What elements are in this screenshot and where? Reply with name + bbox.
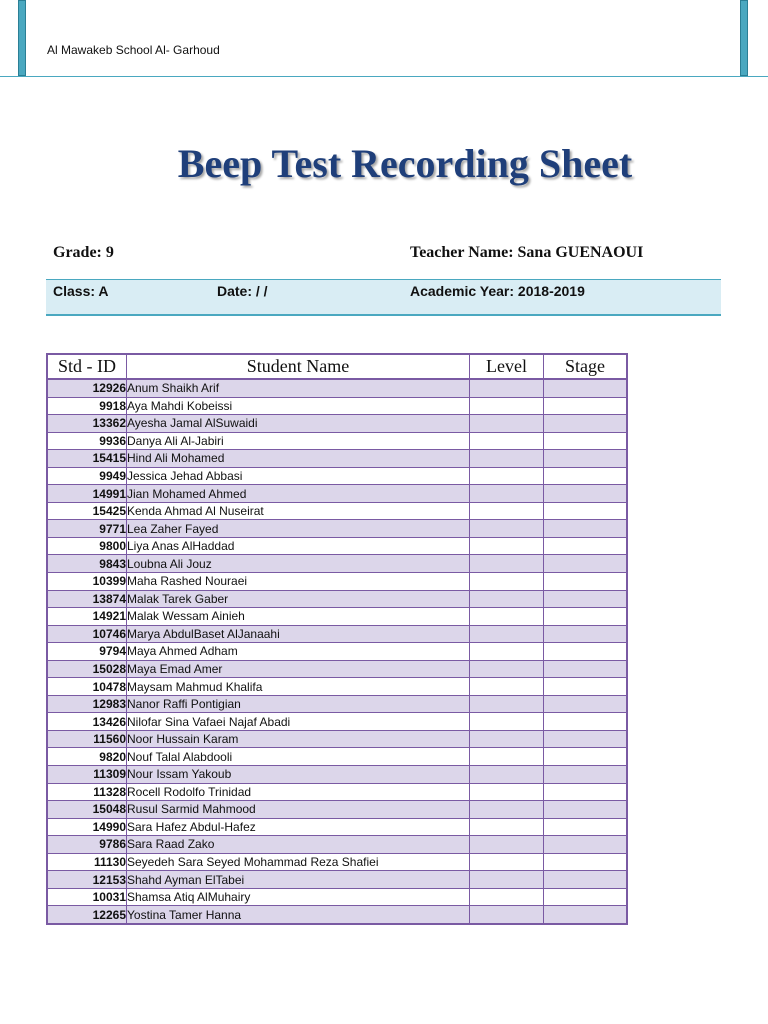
student-name-cell: Danya Ali Al-Jabiri: [127, 432, 470, 450]
table-row: [47, 485, 627, 503]
table-row: [47, 625, 627, 643]
student-name-cell: Loubna Ali Jouz: [127, 555, 470, 573]
stage-cell[interactable]: [544, 713, 628, 731]
level-cell[interactable]: [470, 660, 544, 678]
level-cell[interactable]: [470, 467, 544, 485]
table-row: [47, 537, 627, 555]
table-row: [47, 783, 627, 801]
student-name-cell: Anum Shaikh Arif: [127, 379, 470, 397]
level-cell[interactable]: [470, 766, 544, 784]
student-name-cell: Nour Issam Yakoub: [127, 766, 470, 784]
table-row: [47, 818, 627, 836]
table-row: [47, 397, 627, 415]
level-cell[interactable]: [470, 888, 544, 906]
stage-cell[interactable]: [544, 766, 628, 784]
student-id-cell: 9820: [47, 748, 127, 766]
level-cell[interactable]: [470, 748, 544, 766]
student-id-cell: 11130: [47, 853, 127, 871]
level-cell[interactable]: [470, 695, 544, 713]
table-row: [47, 379, 627, 397]
student-name-cell: Jian Mohamed Ahmed: [127, 485, 470, 503]
table-row: [47, 555, 627, 573]
student-name-cell: Malak Wessam Ainieh: [127, 608, 470, 626]
stage-cell[interactable]: [544, 608, 628, 626]
stage-cell[interactable]: [544, 415, 628, 433]
header-divider: [0, 76, 768, 77]
table-row: [47, 660, 627, 678]
student-name-cell: Ayesha Jamal AlSuwaidi: [127, 415, 470, 433]
stage-cell[interactable]: [544, 888, 628, 906]
stage-cell[interactable]: [544, 555, 628, 573]
stage-cell[interactable]: [544, 836, 628, 854]
student-id-cell: 15425: [47, 502, 127, 520]
table-row: [47, 590, 627, 608]
level-cell[interactable]: [470, 573, 544, 591]
school-name: Al Mawakeb School Al- Garhoud: [47, 43, 220, 57]
student-id-cell: 9949: [47, 467, 127, 485]
student-id-cell: 11560: [47, 730, 127, 748]
level-cell[interactable]: [470, 537, 544, 555]
header-std-id: Std - ID: [47, 354, 127, 379]
level-cell[interactable]: [470, 730, 544, 748]
stage-cell[interactable]: [544, 573, 628, 591]
stage-cell[interactable]: [544, 590, 628, 608]
student-id-cell: 9794: [47, 643, 127, 661]
level-cell[interactable]: [470, 397, 544, 415]
student-name-cell: Lea Zaher Fayed: [127, 520, 470, 538]
table-row: [47, 766, 627, 784]
stage-cell[interactable]: [544, 853, 628, 871]
student-name-cell: Liya Anas AlHaddad: [127, 537, 470, 555]
student-id-cell: 9843: [47, 555, 127, 573]
level-cell[interactable]: [470, 906, 544, 924]
stage-cell[interactable]: [544, 871, 628, 889]
student-name-cell: Sara Hafez Abdul-Hafez: [127, 818, 470, 836]
student-id-cell: 12926: [47, 379, 127, 397]
student-id-cell: 14921: [47, 608, 127, 626]
student-name-cell: Maya Emad Amer: [127, 660, 470, 678]
student-name-cell: Hind Ali Mohamed: [127, 450, 470, 468]
student-name-cell: Jessica Jehad Abbasi: [127, 467, 470, 485]
stage-cell[interactable]: [544, 520, 628, 538]
table-row: [47, 415, 627, 433]
level-cell[interactable]: [470, 590, 544, 608]
student-name-cell: Noor Hussain Karam: [127, 730, 470, 748]
stage-cell[interactable]: [544, 643, 628, 661]
level-cell[interactable]: [470, 555, 544, 573]
student-id-cell: 12265: [47, 906, 127, 924]
student-id-cell: 13874: [47, 590, 127, 608]
table-row: [47, 713, 627, 731]
student-name-cell: Maha Rashed Nouraei: [127, 573, 470, 591]
stage-cell[interactable]: [544, 379, 628, 397]
teacher-name: Teacher Name: Sana GUENAOUI: [410, 244, 644, 261]
student-name-cell: Maya Ahmed Adham: [127, 643, 470, 661]
table-row: [47, 730, 627, 748]
table-header-row: [47, 354, 627, 379]
student-id-cell: 10399: [47, 573, 127, 591]
table-row: [47, 450, 627, 468]
student-name-cell: Rocell Rodolfo Trinidad: [127, 783, 470, 801]
table-row: [47, 520, 627, 538]
student-id-cell: 10746: [47, 625, 127, 643]
student-name-cell: Sara Raad Zako: [127, 836, 470, 854]
student-table: [46, 353, 628, 925]
stage-cell[interactable]: [544, 485, 628, 503]
table-row: [47, 678, 627, 696]
student-name-cell: Rusul Sarmid Mahmood: [127, 801, 470, 819]
academic-year: Academic Year: 2018-2019: [410, 283, 585, 299]
student-id-cell: 9771: [47, 520, 127, 538]
stage-cell[interactable]: [544, 730, 628, 748]
table-row: [47, 853, 627, 871]
level-cell[interactable]: [470, 608, 544, 626]
student-id-cell: 11328: [47, 783, 127, 801]
stage-cell[interactable]: [544, 625, 628, 643]
level-cell[interactable]: [470, 450, 544, 468]
header-stage: Stage: [544, 354, 628, 379]
stage-cell[interactable]: [544, 906, 628, 924]
stage-cell[interactable]: [544, 397, 628, 415]
student-name-cell: Maysam Mahmud Khalifa: [127, 678, 470, 696]
level-cell[interactable]: [470, 783, 544, 801]
stage-cell[interactable]: [544, 695, 628, 713]
student-id-cell: 11309: [47, 766, 127, 784]
student-name-cell: Nanor Raffi Pontigian: [127, 695, 470, 713]
student-name-cell: Yostina Tamer Hanna: [127, 906, 470, 924]
class-label: Class: A: [53, 283, 109, 299]
level-cell[interactable]: [470, 432, 544, 450]
stage-cell[interactable]: [544, 783, 628, 801]
student-id-cell: 14990: [47, 818, 127, 836]
header-right-bar: [740, 0, 748, 76]
stage-cell[interactable]: [544, 432, 628, 450]
date-label: Date: / /: [217, 283, 268, 299]
stage-cell[interactable]: [544, 748, 628, 766]
student-name-cell: Malak Tarek Gaber: [127, 590, 470, 608]
table-row: [47, 801, 627, 819]
header-level: Level: [470, 354, 544, 379]
student-id-cell: 15048: [47, 801, 127, 819]
stage-cell[interactable]: [544, 660, 628, 678]
level-cell[interactable]: [470, 853, 544, 871]
table-row: [47, 502, 627, 520]
student-id-cell: 9786: [47, 836, 127, 854]
table-row: [47, 836, 627, 854]
header-left-bar: [18, 0, 26, 76]
level-cell[interactable]: [470, 485, 544, 503]
stage-cell[interactable]: [544, 467, 628, 485]
table-row: [47, 573, 627, 591]
student-id-cell: 10031: [47, 888, 127, 906]
stage-cell[interactable]: [544, 450, 628, 468]
student-id-cell: 14991: [47, 485, 127, 503]
student-id-cell: 15028: [47, 660, 127, 678]
student-id-cell: 13426: [47, 713, 127, 731]
student-id-cell: 9936: [47, 432, 127, 450]
level-cell[interactable]: [470, 379, 544, 397]
table-row: [47, 888, 627, 906]
table-row: [47, 608, 627, 626]
table-row: [47, 748, 627, 766]
page-title: Beep Test Recording Sheet: [177, 141, 633, 186]
student-name-cell: Seyedeh Sara Seyed Mohammad Reza Shafiei: [127, 853, 470, 871]
table-row: [47, 432, 627, 450]
student-id-cell: 10478: [47, 678, 127, 696]
student-name-cell: Shahd Ayman ElTabei: [127, 871, 470, 889]
table-row: [47, 695, 627, 713]
level-cell[interactable]: [470, 520, 544, 538]
student-name-cell: Nouf Talal Alabdooli: [127, 748, 470, 766]
level-cell[interactable]: [470, 643, 544, 661]
student-name-cell: Aya Mahdi Kobeissi: [127, 397, 470, 415]
stage-cell[interactable]: [544, 801, 628, 819]
level-cell[interactable]: [470, 801, 544, 819]
student-id-cell: 15415: [47, 450, 127, 468]
student-id-cell: 9800: [47, 537, 127, 555]
level-cell[interactable]: [470, 625, 544, 643]
level-cell[interactable]: [470, 678, 544, 696]
student-name-cell: Kenda Ahmad Al Nuseirat: [127, 502, 470, 520]
student-id-cell: 12983: [47, 695, 127, 713]
table-row: [47, 467, 627, 485]
level-cell[interactable]: [470, 818, 544, 836]
level-cell[interactable]: [470, 415, 544, 433]
grade-label: Grade: 9: [53, 244, 114, 261]
stage-cell[interactable]: [544, 818, 628, 836]
student-id-cell: 9918: [47, 397, 127, 415]
table-row: [47, 871, 627, 889]
stage-cell[interactable]: [544, 537, 628, 555]
level-cell[interactable]: [470, 836, 544, 854]
student-name-cell: Nilofar Sina Vafaei Najaf Abadi: [127, 713, 470, 731]
student-name-cell: Marya AbdulBaset AlJanaahi: [127, 625, 470, 643]
student-name-cell: Shamsa Atiq AlMuhairy: [127, 888, 470, 906]
student-id-cell: 12153: [47, 871, 127, 889]
level-cell[interactable]: [470, 871, 544, 889]
table-row: [47, 643, 627, 661]
stage-cell[interactable]: [544, 678, 628, 696]
header-student-name: Student Name: [127, 354, 470, 379]
student-id-cell: 13362: [47, 415, 127, 433]
table-body: [47, 379, 627, 924]
table-row: [47, 906, 627, 924]
level-cell[interactable]: [470, 713, 544, 731]
stage-cell[interactable]: [544, 502, 628, 520]
info-band: [46, 279, 721, 316]
level-cell[interactable]: [470, 502, 544, 520]
